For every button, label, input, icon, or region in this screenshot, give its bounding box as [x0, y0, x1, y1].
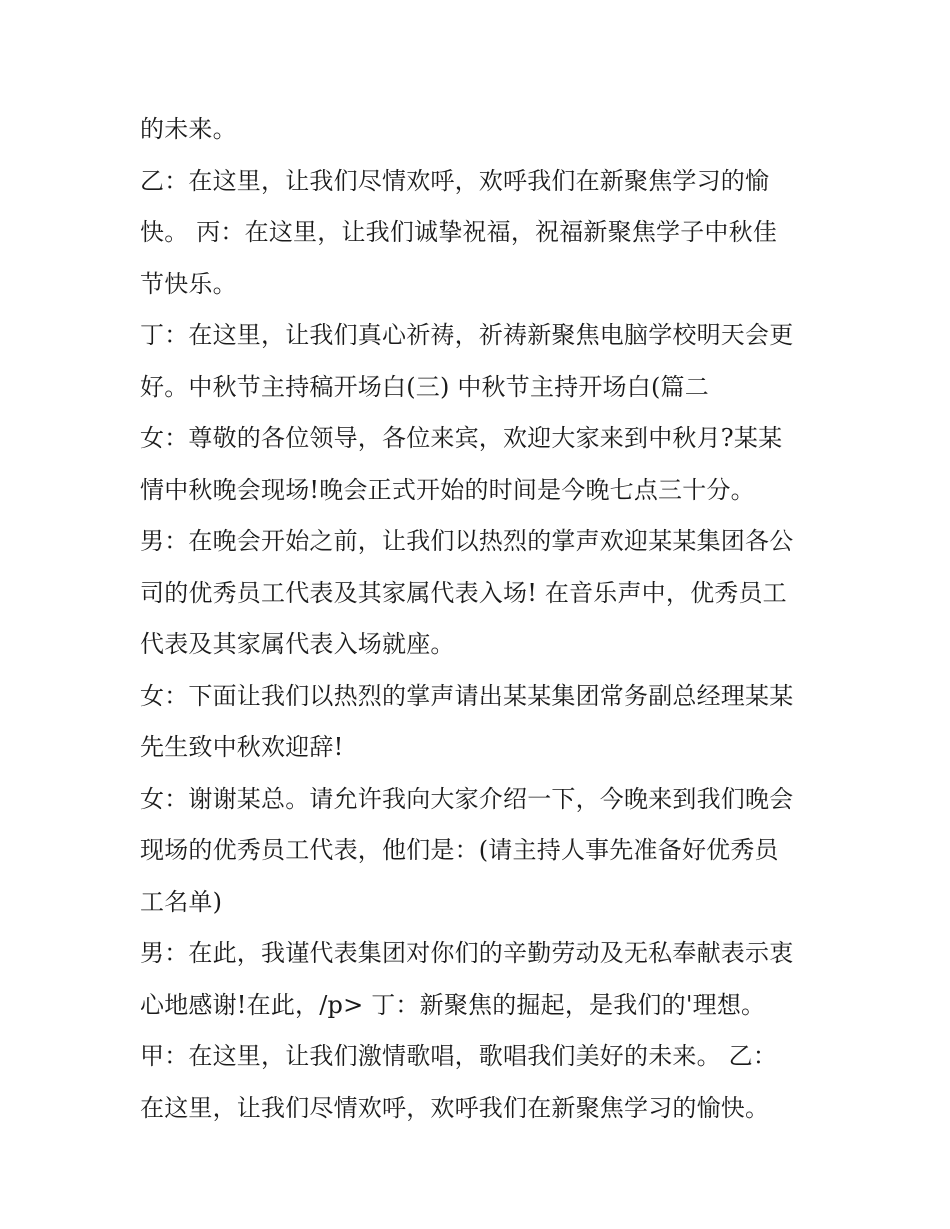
text-line: 快。 丙：在这里，让我们诚挚祝福，祝福新聚焦学子中秋佳: [140, 218, 778, 246]
text-line: 女：下面让我们以热烈的掌声请出某某集团常务副总经理某某: [140, 681, 794, 710]
text-line: 好。中秋节主持稿开场白(三) 中秋节主持开场白(篇二: [140, 372, 709, 401]
text-line: 工名单): [140, 887, 223, 916]
text-line: 节快乐。: [140, 269, 237, 298]
text-line: 的未来。: [140, 115, 237, 143]
text-line: 乙：在这里，让我们尽情欢呼，欢呼我们在新聚焦学习的愉: [140, 166, 770, 195]
document-body: [140, 104, 830, 1134]
text-line: 男：在此，我谨代表集团对你们的辛勤劳动及无私奉献表示衷: [140, 939, 794, 967]
text-line: 女：尊敬的各位领导，各位来宾，欢迎大家来到中秋月?某某: [140, 424, 783, 452]
text-line: 男：在晚会开始之前，让我们以热烈的掌声欢迎某某集团各公: [140, 527, 794, 555]
text-line: 在这里，让我们尽情欢呼，欢呼我们在新聚焦学习的愉快。: [140, 1093, 770, 1122]
text-line: 丁：在这里，让我们真心祈祷，祈祷新聚焦电脑学校明天会更: [140, 321, 794, 349]
text-line: 代表及其家属代表入场就座。: [140, 630, 455, 658]
text-line: 情中秋晚会现场!晚会正式开始的时间是今晚七点三十分。: [140, 475, 755, 504]
text-line: 甲：在这里，让我们激情歌唱，歌唱我们美好的未来。 乙：: [140, 1042, 778, 1070]
text-line: 先生致中秋欢迎辞!: [140, 733, 344, 761]
text-line: 女：谢谢某总。请允许我向大家介绍一下，今晚来到我们晚会: [140, 784, 794, 813]
text-line: 现场的优秀员工代表，他们是：(请主持人事先准备好优秀员: [140, 836, 779, 864]
text-line: 心地感谢!在此，/p> 丁：新聚焦的掘起，是我们的'理想。: [140, 990, 766, 1019]
text-line: 司的优秀员工代表及其家属代表入场! 在音乐声中，优秀员工: [140, 578, 787, 607]
